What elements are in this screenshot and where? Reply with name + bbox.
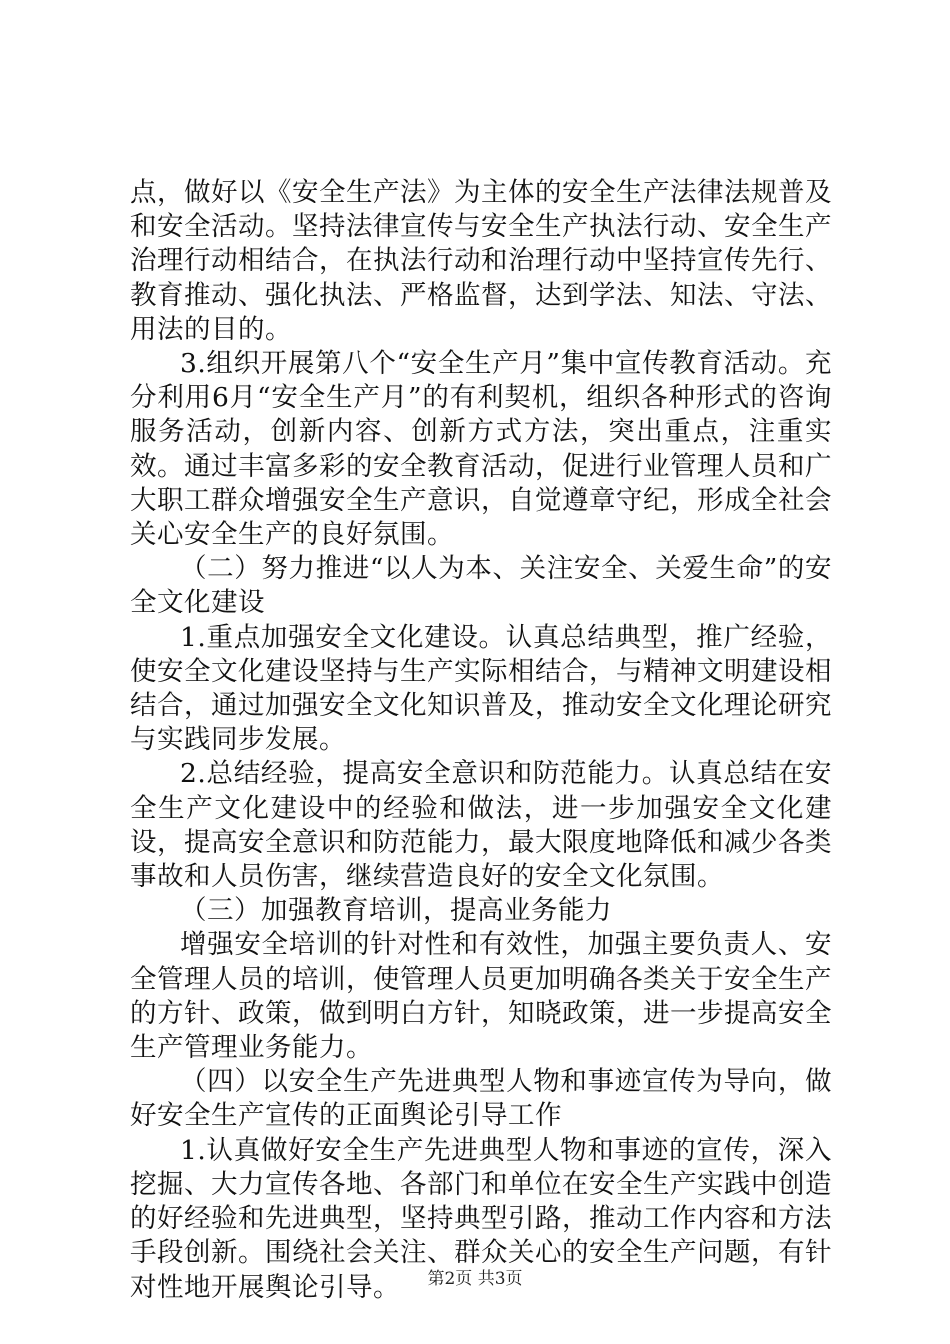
paragraph-item-3: 3.组织开展第八个“安全生产月”集中宣传教育活动。充分利用6月“安全生产月”的有利契机，组织各种形式的咨询服务活动，创新内容、创新方式方法，突出重点，注重实效。通过丰富多彩的安全教育活动，促进行业管理人员和广大职工群众增强安全生产意识，自觉遵章守纪，形成全社会关心安全生产的良好氛围。 <box>130 348 832 551</box>
section-heading-4: （四）以安全生产先进典型人物和事迹宣传为导向，做好安全生产宣传的正面舆论引导工作 <box>130 1066 832 1132</box>
paragraph-continuation: 点，做好以《安全生产法》为主体的安全生产法律法规普及和安全活动。坚持法律宣传与安全生产执法行动、安全生产治理行动相结合，在执法行动和治理行动中坚持宣传先行、教育推动、强化执法、严格监督，达到学法、知法、守法、用法的目的。 <box>130 177 832 345</box>
paragraph-training: 增强安全培训的针对性和有效性，加强主要负责人、安全管理人员的培训，使管理人员更加明确各类关于安全生产的方针、政策，做到明白方针，知晓政策，进一步提高安全生产管理业务能力。 <box>130 929 832 1064</box>
document-body <box>130 176 832 1305</box>
section-heading-3: （三）加强教育培训，提高业务能力 <box>180 895 612 927</box>
section-heading-2: （二）努力推进“以人为本、关注安全、关爱生命”的安全文化建设 <box>130 553 832 619</box>
paragraph-item-2-culture: 2.总结经验，提高安全意识和防范能力。认真总结在安全生产文化建设中的经验和做法，进一步加强安全文化建设，提高安全意识和防范能力，最大限度地降低和减少各类事故和人员伤害，继续营造良好的安全文化氛围。 <box>130 758 832 893</box>
paragraph-item-1-culture: 1.重点加强安全文化建设。认真总结典型，推广经验，使安全文化建设坚持与生产实际相结合，与精神文明建设相结合，通过加强安全文化知识普及，推动安全文化理论研究与实践同步发展。 <box>130 621 832 756</box>
page-footer: 第2页 共3页 <box>427 1269 523 1289</box>
paragraph-item-1-publicity: 1.认真做好安全生产先进典型人物和事迹的宣传，深入挖掘、大力宣传各地、各部门和单位在安全生产实践中创造的好经验和先进典型，坚持典型引路，推动工作内容和方法手段创新。围绕社会关注、群众关心的安全生产问题，有针对性地开展舆论引导。 <box>130 1134 832 1303</box>
